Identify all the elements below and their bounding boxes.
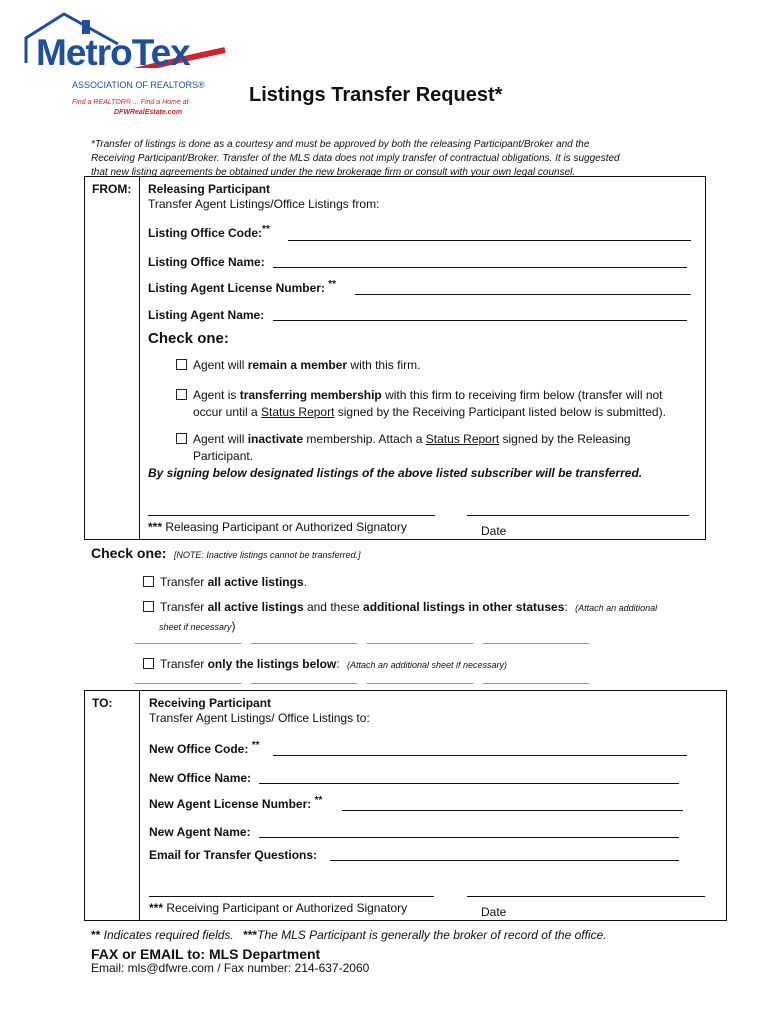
required-mark: ** [91, 928, 101, 942]
option-all-active-plus[interactable] [143, 600, 657, 614]
required-mark: ** [328, 279, 337, 290]
new-agent-name-row [149, 825, 251, 839]
releasing-signature-label [148, 520, 407, 534]
transfer-email-row [149, 848, 317, 862]
option-text: Participant. [193, 449, 254, 463]
middle-check-one [91, 545, 361, 563]
legend-text: Indicates required fields. [100, 928, 234, 942]
attach-note-continued [159, 617, 236, 635]
signature-mark: *** [149, 901, 164, 915]
new-office-code-row [149, 740, 260, 756]
new-office-code-field[interactable] [273, 755, 687, 756]
listing-blank[interactable] [135, 683, 241, 684]
option-text: with this firm. [347, 358, 421, 372]
to-label: TO: [92, 696, 113, 710]
listing-blank[interactable] [367, 683, 473, 684]
option-emphasis: remain a member [247, 358, 348, 372]
option-text: signed by the Receiving Participant listed below is submitted). [334, 405, 666, 419]
from-label: FROM: [92, 182, 132, 196]
to-subheading: Transfer Agent Listings/ Office Listings to: [149, 711, 370, 725]
field-label: Listing Agent License Number: [148, 281, 325, 295]
from-divider [139, 176, 140, 539]
from-check-one: Check one: [148, 330, 229, 347]
listing-blank[interactable] [483, 643, 589, 644]
releasing-date-line[interactable] [467, 515, 689, 516]
signature-mark: *** [243, 928, 258, 942]
logo-association: ASSOCIATION OF REALTORS® [72, 80, 205, 90]
option-emphasis: all active listings [207, 575, 304, 589]
checkbox[interactable] [176, 359, 187, 370]
option-text: and these [303, 600, 364, 614]
option-text: Agent will [193, 358, 248, 372]
attach-note: ) [231, 619, 236, 633]
required-mark: ** [251, 740, 260, 751]
footer-legend [91, 928, 607, 942]
listing-blank[interactable] [251, 683, 357, 684]
listing-blank[interactable] [483, 683, 589, 684]
new-agent-name-field[interactable] [259, 837, 679, 838]
signature-label: Receiving Participant or Authorized Signatory [166, 901, 408, 915]
receiving-signature-line[interactable] [149, 896, 434, 897]
listing-agent-name-field[interactable] [273, 320, 687, 321]
releasing-signature-line[interactable] [148, 515, 435, 516]
listing-agent-name-row [148, 308, 264, 322]
from-subheading: Transfer Agent Listings/Office Listings from: [148, 197, 380, 211]
intro-note [91, 138, 620, 180]
listing-agent-license-row [148, 279, 336, 295]
option-text: Agent will [193, 432, 248, 446]
listing-blank[interactable] [367, 643, 473, 644]
option-remain-member[interactable] [176, 358, 420, 372]
page-title: Listings Transfer Request* [249, 84, 503, 106]
check-one-heading: Check one: [91, 545, 167, 561]
releasing-date-label: Date [481, 524, 507, 538]
logo-brand: MetroTex [36, 32, 190, 73]
intro-line: *Transfer of listings is done as a courtesy and must be approved by both the releasing Participant/Broker and the [91, 139, 590, 150]
field-label: New Agent License Number: [149, 797, 312, 811]
fax-email-heading: FAX or EMAIL to: MLS Department [91, 946, 321, 962]
option-emphasis: additional listings in other statuses [363, 600, 565, 614]
intro-line: that new listing agreements be obtained under the new brokerage firm or consult with your own legal counsel. [91, 167, 576, 178]
status-report-link[interactable]: Status Report [425, 432, 500, 446]
option-text: : [336, 657, 340, 671]
checkbox[interactable] [176, 433, 187, 444]
listing-office-name-row [148, 255, 265, 269]
required-mark: ** [314, 795, 323, 806]
transfer-email-field[interactable] [330, 860, 679, 861]
listing-office-code-row [148, 224, 270, 240]
listing-office-name-field[interactable] [273, 267, 687, 268]
option-text: . [303, 575, 307, 589]
signing-note: By signing below designated listings of the above listed subscriber will be transferred. [148, 466, 643, 480]
to-heading: Receiving Participant [149, 696, 272, 710]
checkbox[interactable] [143, 601, 154, 612]
option-text: signed by the Releasing [499, 432, 631, 446]
option-inactivate[interactable] [176, 431, 631, 465]
option-text: membership. Attach a [303, 432, 426, 446]
field-label: Listing Office Code: [148, 226, 262, 240]
listing-blank[interactable] [135, 643, 241, 644]
new-office-name-row [149, 771, 251, 785]
option-only-listed[interactable] [143, 657, 507, 671]
option-transferring-membership[interactable] [176, 387, 666, 421]
receiving-date-label: Date [481, 905, 507, 919]
checkbox[interactable] [176, 389, 187, 400]
inactive-note: [NOTE: Inactive listings cannot be transferred.] [173, 550, 361, 560]
field-label: Listing Office Name: [148, 255, 265, 269]
field-label: New Office Code: [149, 742, 249, 756]
new-agent-license-row [149, 795, 322, 811]
attach-note: (Attach an additional sheet if necessary) [346, 660, 508, 670]
attach-note: (Attach an additional [575, 603, 658, 613]
contact-line: Email: mls@dfwre.com / Fax number: 214-637-2060 [91, 961, 370, 975]
receiving-date-line[interactable] [467, 896, 705, 897]
checkbox[interactable] [143, 658, 154, 669]
logo-tagline: Find a REALTOR® ... Find a Home at [72, 99, 189, 106]
listing-agent-license-field[interactable] [355, 294, 691, 295]
logo-site: DFWRealEstate.com [114, 109, 183, 116]
new-agent-license-field[interactable] [342, 810, 683, 811]
intro-line: Receiving Participant/Broker. Transfer of the MLS data does not imply transfer of contractual obligations. It is suggested [91, 153, 620, 164]
checkbox[interactable] [143, 576, 154, 587]
option-emphasis: only the listings below [207, 657, 337, 671]
logo [20, 8, 230, 120]
field-label: New Agent Name: [149, 825, 251, 839]
option-all-active[interactable] [143, 575, 307, 589]
option-text: Transfer [160, 657, 208, 671]
option-text: with this firm to receiving firm below (transfer will not [381, 388, 663, 402]
receiving-signature-label [149, 901, 407, 915]
listing-blank[interactable] [251, 643, 357, 644]
field-label: Email for Transfer Questions: [149, 848, 318, 862]
option-emphasis: inactivate [247, 432, 304, 446]
signature-label: Releasing Participant or Authorized Signatory [165, 520, 407, 534]
option-emphasis: all active listings [207, 600, 304, 614]
field-label: New Office Name: [149, 771, 252, 785]
from-heading: Releasing Participant [148, 182, 271, 196]
option-text: : [564, 600, 568, 614]
status-report-link[interactable]: Status Report [261, 405, 335, 419]
to-divider [139, 690, 140, 920]
option-text: occur until a [193, 405, 262, 419]
attach-note: sheet if necessary [159, 622, 232, 632]
field-label: Listing Agent Name: [148, 308, 265, 322]
legend-text: The MLS Participant is generally the broker of record of the office. [257, 928, 607, 942]
option-text: Transfer [160, 575, 208, 589]
required-mark: ** [262, 224, 270, 235]
option-text: Transfer [160, 600, 208, 614]
option-text: Agent is [193, 388, 240, 402]
signature-mark: *** [148, 520, 163, 534]
new-office-name-field[interactable] [259, 783, 679, 784]
option-emphasis: transferring membership [239, 388, 382, 402]
listing-office-code-field[interactable] [288, 240, 691, 241]
